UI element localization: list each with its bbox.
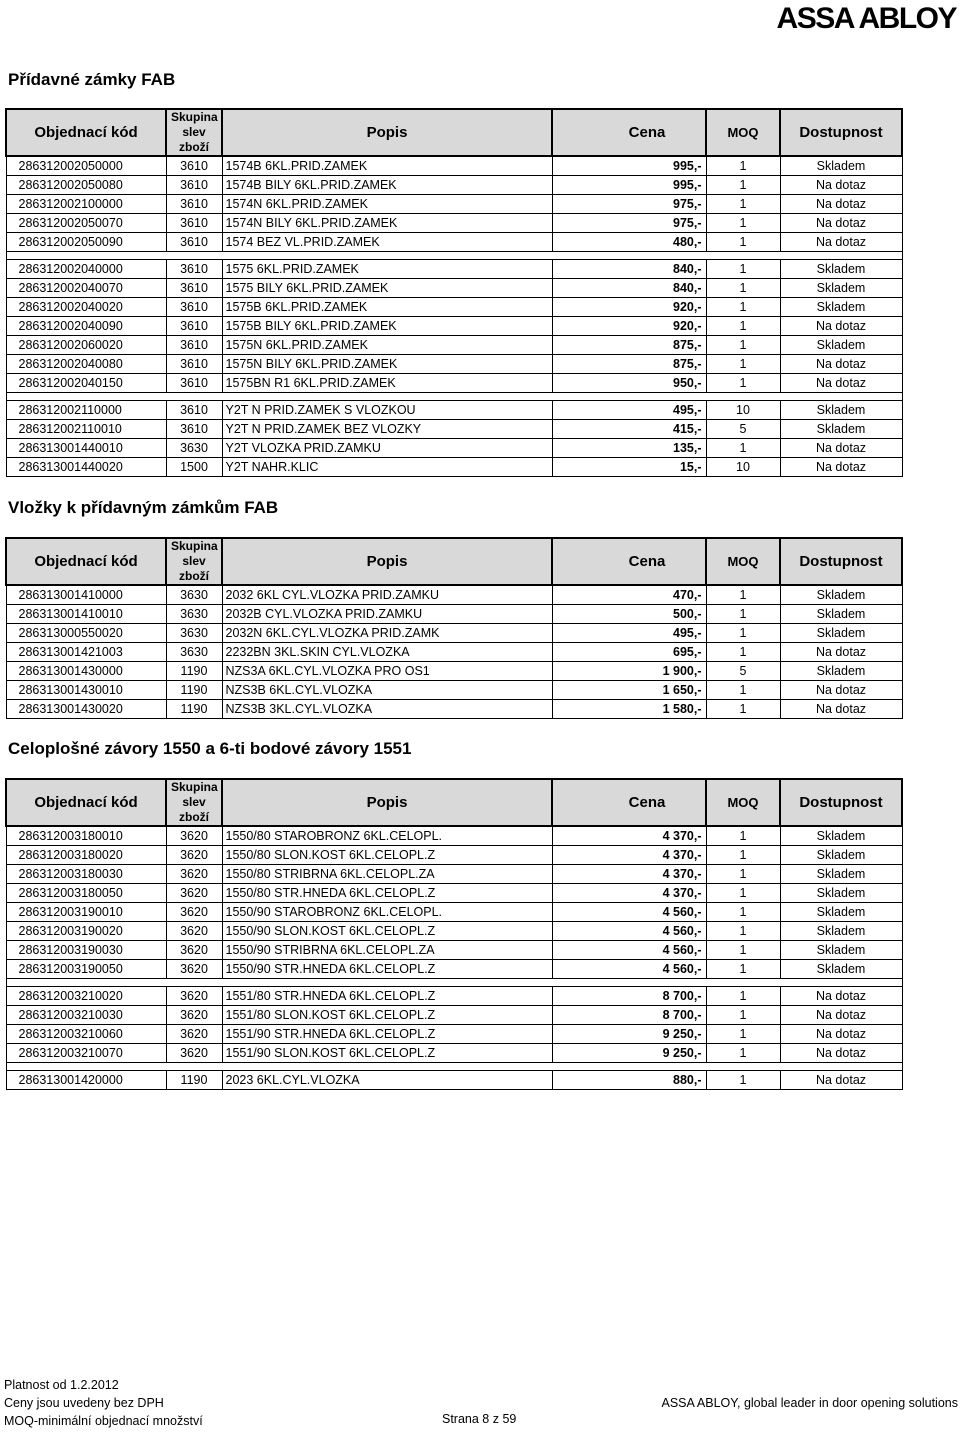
item-group: 3630 — [166, 643, 222, 662]
header-group — [166, 109, 222, 156]
item-price: 995,- — [552, 156, 706, 176]
group-separator — [6, 393, 902, 401]
item-moq: 1 — [706, 195, 780, 214]
slogan: ASSA ABLOY, global leader in door opening solutions — [661, 1396, 958, 1410]
item-availability: Na dotaz — [780, 681, 902, 700]
item-code: 286312002050080 — [6, 176, 166, 195]
item-description: NZS3A 6KL.CYL.VLOZKA PRO OS1 — [222, 662, 552, 681]
item-price: 480,- — [552, 233, 706, 252]
item-description: Y2T VLOZKA PRID.ZAMKU — [222, 439, 552, 458]
item-moq: 1 — [706, 960, 780, 979]
item-description: 1551/90 STR.HNEDA 6KL.CELOPL.Z — [222, 1025, 552, 1044]
item-description: 1574 BEZ VL.PRID.ZAMEK — [222, 233, 552, 252]
item-price: 4 370,- — [552, 865, 706, 884]
item-group: 3620 — [166, 987, 222, 1006]
item-group: 3630 — [166, 585, 222, 605]
item-group: 3610 — [166, 401, 222, 420]
item-description: 1575 6KL.PRID.ZAMEK — [222, 260, 552, 279]
item-price: 1 650,- — [552, 681, 706, 700]
item-group: 3610 — [166, 317, 222, 336]
item-code: 286312002110000 — [6, 401, 166, 420]
item-availability: Skladem — [780, 298, 902, 317]
item-price: 415,- — [552, 420, 706, 439]
item-description: 2032 6KL CYL.VLOZKA PRID.ZAMKU — [222, 585, 552, 605]
table-row — [6, 605, 902, 624]
item-description: 1575B BILY 6KL.PRID.ZAMEK — [222, 317, 552, 336]
prices-note: Ceny jsou uvedeny bez DPH — [4, 1396, 164, 1410]
table-row — [6, 260, 902, 279]
item-code: 286312003190020 — [6, 922, 166, 941]
item-availability: Na dotaz — [780, 643, 902, 662]
item-description: 1550/90 STR.HNEDA 6KL.CELOPL.Z — [222, 960, 552, 979]
header-price: Cena — [552, 779, 706, 826]
item-price: 470,- — [552, 585, 706, 605]
item-availability: Skladem — [780, 922, 902, 941]
item-code: 286313001420000 — [6, 1071, 166, 1090]
item-group: 3610 — [166, 374, 222, 393]
item-group: 3630 — [166, 624, 222, 643]
item-price: 8 700,- — [552, 987, 706, 1006]
item-price: 4 560,- — [552, 903, 706, 922]
separator-cell — [6, 1063, 902, 1071]
table-row — [6, 355, 902, 374]
item-moq: 10 — [706, 401, 780, 420]
item-group: 3620 — [166, 941, 222, 960]
item-group: 3610 — [166, 195, 222, 214]
item-description: 1574N BILY 6KL.PRID.ZAMEK — [222, 214, 552, 233]
item-moq: 1 — [706, 865, 780, 884]
item-price: 875,- — [552, 336, 706, 355]
header-avail: Dostupnost — [780, 779, 902, 826]
item-description: Y2T N PRID.ZAMEK S VLOZKOU — [222, 401, 552, 420]
table-row — [6, 922, 902, 941]
item-availability: Skladem — [780, 960, 902, 979]
item-description: 1574N 6KL.PRID.ZAMEK — [222, 195, 552, 214]
separator-cell — [6, 979, 902, 987]
item-moq: 10 — [706, 458, 780, 477]
item-availability: Na dotaz — [780, 233, 902, 252]
item-code: 286312003190030 — [6, 941, 166, 960]
item-description: 1550/90 SLON.KOST 6KL.CELOPL.Z — [222, 922, 552, 941]
item-group: 3620 — [166, 1006, 222, 1025]
item-group: 1190 — [166, 662, 222, 681]
item-description: 1550/80 SLON.KOST 6KL.CELOPL.Z — [222, 846, 552, 865]
table-row — [6, 156, 902, 176]
separator-cell — [6, 393, 902, 401]
item-group: 3610 — [166, 336, 222, 355]
item-group: 3620 — [166, 826, 222, 846]
item-code: 286313001421003 — [6, 643, 166, 662]
price-table — [5, 778, 903, 1090]
item-price: 8 700,- — [552, 1006, 706, 1025]
table-row — [6, 401, 902, 420]
header-group-line2: slev zboží — [179, 125, 209, 154]
item-moq: 1 — [706, 884, 780, 903]
table-row — [6, 420, 902, 439]
item-code: 286313001440020 — [6, 458, 166, 477]
item-description: 1550/90 STRIBRNA 6KL.CELOPL.ZA — [222, 941, 552, 960]
item-availability: Na dotaz — [780, 458, 902, 477]
table-row — [6, 846, 902, 865]
item-group: 3610 — [166, 260, 222, 279]
item-availability: Skladem — [780, 260, 902, 279]
table-row — [6, 960, 902, 979]
item-availability: Na dotaz — [780, 1071, 902, 1090]
item-price: 495,- — [552, 624, 706, 643]
item-price: 695,- — [552, 643, 706, 662]
header-group-line1: Skupina — [171, 780, 218, 794]
table-row — [6, 458, 902, 477]
item-availability: Skladem — [780, 156, 902, 176]
item-group: 3620 — [166, 1044, 222, 1063]
header-moq: MOQ — [706, 779, 780, 826]
header-avail: Dostupnost — [780, 109, 902, 156]
header-moq: MOQ — [706, 109, 780, 156]
item-moq: 1 — [706, 987, 780, 1006]
item-group: 3610 — [166, 298, 222, 317]
header-code: Objednací kód — [6, 538, 166, 585]
header-desc: Popis — [222, 109, 552, 156]
header-row — [6, 109, 902, 156]
item-code: 286312002050090 — [6, 233, 166, 252]
item-description: NZS3B 6KL.CYL.VLOZKA — [222, 681, 552, 700]
header-row — [6, 538, 902, 585]
item-moq: 1 — [706, 624, 780, 643]
price-table — [5, 537, 903, 719]
table-row — [6, 1044, 902, 1063]
item-code: 286312002100000 — [6, 195, 166, 214]
page-number: Strana 8 z 59 — [442, 1412, 517, 1426]
item-price: 4 370,- — [552, 846, 706, 865]
item-group: 3610 — [166, 233, 222, 252]
item-group: 3610 — [166, 214, 222, 233]
header-desc: Popis — [222, 538, 552, 585]
item-group: 3620 — [166, 903, 222, 922]
table-row — [6, 643, 902, 662]
item-price: 950,- — [552, 374, 706, 393]
item-code: 286312002040080 — [6, 355, 166, 374]
item-code: 286312002050000 — [6, 156, 166, 176]
item-moq: 1 — [706, 605, 780, 624]
section-title: Přídavné zámky FAB — [8, 70, 176, 89]
item-code: 286313001440010 — [6, 439, 166, 458]
table-row — [6, 987, 902, 1006]
item-group: 3620 — [166, 865, 222, 884]
item-code: 286312003210070 — [6, 1044, 166, 1063]
item-group: 3630 — [166, 439, 222, 458]
header-desc: Popis — [222, 779, 552, 826]
item-availability: Na dotaz — [780, 987, 902, 1006]
item-code: 286312002040070 — [6, 279, 166, 298]
item-price: 500,- — [552, 605, 706, 624]
table-row — [6, 279, 902, 298]
item-group: 3610 — [166, 420, 222, 439]
item-code: 286312003180050 — [6, 884, 166, 903]
table-row — [6, 214, 902, 233]
header-group-line1: Skupina — [171, 539, 218, 553]
table-row — [6, 624, 902, 643]
item-availability: Skladem — [780, 585, 902, 605]
header-code: Objednací kód — [6, 109, 166, 156]
item-code: 286313001410010 — [6, 605, 166, 624]
item-availability: Na dotaz — [780, 439, 902, 458]
item-code: 286313001430020 — [6, 700, 166, 719]
item-group: 1190 — [166, 700, 222, 719]
separator-cell — [6, 252, 902, 260]
item-price: 840,- — [552, 260, 706, 279]
header-group-line2: slev zboží — [179, 795, 209, 824]
item-moq: 1 — [706, 298, 780, 317]
item-availability: Na dotaz — [780, 195, 902, 214]
table-row — [6, 941, 902, 960]
item-description: 1575BN R1 6KL.PRID.ZAMEK — [222, 374, 552, 393]
item-group: 3620 — [166, 1025, 222, 1044]
item-availability: Skladem — [780, 941, 902, 960]
table-row — [6, 585, 902, 605]
item-group: 3630 — [166, 605, 222, 624]
header-price: Cena — [552, 538, 706, 585]
item-price: 4 560,- — [552, 941, 706, 960]
item-moq: 1 — [706, 1006, 780, 1025]
item-group: 3620 — [166, 846, 222, 865]
table-row — [6, 439, 902, 458]
item-price: 135,- — [552, 439, 706, 458]
item-availability: Na dotaz — [780, 176, 902, 195]
item-price: 920,- — [552, 317, 706, 336]
item-code: 286313001430010 — [6, 681, 166, 700]
item-availability: Na dotaz — [780, 1044, 902, 1063]
item-moq: 1 — [706, 374, 780, 393]
item-group: 3610 — [166, 176, 222, 195]
item-availability: Skladem — [780, 903, 902, 922]
item-price: 975,- — [552, 195, 706, 214]
item-moq: 1 — [706, 700, 780, 719]
item-availability: Skladem — [780, 865, 902, 884]
item-price: 995,- — [552, 176, 706, 195]
item-code: 286312002040000 — [6, 260, 166, 279]
item-group: 1190 — [166, 681, 222, 700]
header-group-line2: slev zboží — [179, 554, 209, 583]
header-row — [6, 779, 902, 826]
item-group: 1500 — [166, 458, 222, 477]
item-price: 920,- — [552, 298, 706, 317]
group-separator — [6, 1063, 902, 1071]
item-moq: 1 — [706, 903, 780, 922]
item-description: 2032N 6KL.CYL.VLOZKA PRID.ZAMK — [222, 624, 552, 643]
item-moq: 1 — [706, 156, 780, 176]
item-moq: 1 — [706, 826, 780, 846]
item-moq: 1 — [706, 1071, 780, 1090]
item-group: 3620 — [166, 884, 222, 903]
item-code: 286312003180020 — [6, 846, 166, 865]
item-price: 9 250,- — [552, 1044, 706, 1063]
table-row — [6, 317, 902, 336]
table-row — [6, 374, 902, 393]
item-description: 1575B 6KL.PRID.ZAMEK — [222, 298, 552, 317]
item-moq: 1 — [706, 355, 780, 374]
item-code: 286313001430000 — [6, 662, 166, 681]
item-price: 1 580,- — [552, 700, 706, 719]
item-code: 286312002050070 — [6, 214, 166, 233]
table-row — [6, 176, 902, 195]
item-code: 286312003180030 — [6, 865, 166, 884]
item-availability: Skladem — [780, 420, 902, 439]
item-availability: Skladem — [780, 605, 902, 624]
table-row — [6, 233, 902, 252]
moq-note: MOQ-minimální objednací množství — [4, 1414, 203, 1428]
table-row — [6, 1071, 902, 1090]
item-price: 9 250,- — [552, 1025, 706, 1044]
item-moq: 1 — [706, 233, 780, 252]
item-description: 1551/90 SLON.KOST 6KL.CELOPL.Z — [222, 1044, 552, 1063]
item-moq: 1 — [706, 439, 780, 458]
item-availability: Na dotaz — [780, 1025, 902, 1044]
item-description: 2232BN 3KL.SKIN CYL.VLOZKA — [222, 643, 552, 662]
table-row — [6, 298, 902, 317]
item-moq: 5 — [706, 420, 780, 439]
item-availability: Na dotaz — [780, 374, 902, 393]
section-title: Vložky k přídavným zámkům FAB — [8, 498, 279, 517]
item-moq: 1 — [706, 214, 780, 233]
item-description: 1551/80 STR.HNEDA 6KL.CELOPL.Z — [222, 987, 552, 1006]
item-group: 3620 — [166, 922, 222, 941]
item-description: Y2T NAHR.KLIC — [222, 458, 552, 477]
item-moq: 1 — [706, 279, 780, 298]
group-separator — [6, 979, 902, 987]
item-moq: 1 — [706, 317, 780, 336]
item-availability: Skladem — [780, 401, 902, 420]
item-price: 15,- — [552, 458, 706, 477]
item-price: 840,- — [552, 279, 706, 298]
header-price: Cena — [552, 109, 706, 156]
item-price: 975,- — [552, 214, 706, 233]
table-row — [6, 1025, 902, 1044]
table-row — [6, 336, 902, 355]
item-price: 1 900,- — [552, 662, 706, 681]
item-moq: 1 — [706, 643, 780, 662]
item-code: 286312002040020 — [6, 298, 166, 317]
header-moq: MOQ — [706, 538, 780, 585]
item-group: 1190 — [166, 1071, 222, 1090]
item-price: 4 370,- — [552, 884, 706, 903]
table-row — [6, 826, 902, 846]
item-code: 286312003180010 — [6, 826, 166, 846]
item-code: 286313001410000 — [6, 585, 166, 605]
item-group: 3610 — [166, 279, 222, 298]
header-code: Objednací kód — [6, 779, 166, 826]
item-moq: 1 — [706, 176, 780, 195]
group-separator — [6, 252, 902, 260]
item-code: 286312002040150 — [6, 374, 166, 393]
item-moq: 1 — [706, 922, 780, 941]
item-description: Y2T N PRID.ZAMEK BEZ VLOZKY — [222, 420, 552, 439]
item-price: 4 560,- — [552, 922, 706, 941]
header-avail: Dostupnost — [780, 538, 902, 585]
validity-note: Platnost od 1.2.2012 — [4, 1378, 119, 1392]
table-row — [6, 681, 902, 700]
item-group: 3610 — [166, 156, 222, 176]
item-availability: Skladem — [780, 846, 902, 865]
table-row — [6, 1006, 902, 1025]
item-description: 1574B 6KL.PRID.ZAMEK — [222, 156, 552, 176]
item-moq: 1 — [706, 260, 780, 279]
item-moq: 1 — [706, 941, 780, 960]
item-price: 880,- — [552, 1071, 706, 1090]
item-availability: Skladem — [780, 624, 902, 643]
header-group-line1: Skupina — [171, 110, 218, 124]
item-code: 286312003190010 — [6, 903, 166, 922]
item-price: 4 370,- — [552, 826, 706, 846]
item-moq: 1 — [706, 1044, 780, 1063]
item-code: 286312003210030 — [6, 1006, 166, 1025]
item-price: 875,- — [552, 355, 706, 374]
item-moq: 1 — [706, 1025, 780, 1044]
item-availability: Na dotaz — [780, 700, 902, 719]
item-group: 3620 — [166, 960, 222, 979]
price-table — [5, 108, 903, 477]
item-code: 286312002110010 — [6, 420, 166, 439]
item-description: 1550/90 STAROBRONZ 6KL.CELOPL. — [222, 903, 552, 922]
header-group — [166, 779, 222, 826]
item-moq: 1 — [706, 846, 780, 865]
item-description: 2032B CYL.VLOZKA PRID.ZAMKU — [222, 605, 552, 624]
item-description: 1550/80 STR.HNEDA 6KL.CELOPL.Z — [222, 884, 552, 903]
item-description: 1575N BILY 6KL.PRID.ZAMEK — [222, 355, 552, 374]
item-description: NZS3B 3KL.CYL.VLOZKA — [222, 700, 552, 719]
table-row — [6, 903, 902, 922]
item-code: 286312003210020 — [6, 987, 166, 1006]
item-group: 3610 — [166, 355, 222, 374]
item-moq: 5 — [706, 662, 780, 681]
table-row — [6, 195, 902, 214]
table-row — [6, 884, 902, 903]
item-code: 286312003210060 — [6, 1025, 166, 1044]
item-description: 1551/80 SLON.KOST 6KL.CELOPL.Z — [222, 1006, 552, 1025]
item-moq: 1 — [706, 336, 780, 355]
header-group — [166, 538, 222, 585]
item-code: 286312002060020 — [6, 336, 166, 355]
table-row — [6, 662, 902, 681]
item-availability: Skladem — [780, 336, 902, 355]
item-availability: Skladem — [780, 826, 902, 846]
item-availability: Na dotaz — [780, 355, 902, 374]
item-moq: 1 — [706, 681, 780, 700]
table-row — [6, 865, 902, 884]
item-code: 286313000550020 — [6, 624, 166, 643]
item-description: 1574B BILY 6KL.PRID.ZAMEK — [222, 176, 552, 195]
item-price: 495,- — [552, 401, 706, 420]
item-description: 1550/80 STAROBRONZ 6KL.CELOPL. — [222, 826, 552, 846]
item-availability: Na dotaz — [780, 317, 902, 336]
item-description: 1550/80 STRIBRNA 6KL.CELOPL.ZA — [222, 865, 552, 884]
item-moq: 1 — [706, 585, 780, 605]
item-code: 286312002040090 — [6, 317, 166, 336]
item-availability: Skladem — [780, 279, 902, 298]
item-code: 286312003190050 — [6, 960, 166, 979]
item-availability: Na dotaz — [780, 1006, 902, 1025]
item-availability: Na dotaz — [780, 214, 902, 233]
table-row — [6, 700, 902, 719]
item-description: 1575N 6KL.PRID.ZAMEK — [222, 336, 552, 355]
item-availability: Skladem — [780, 884, 902, 903]
item-price: 4 560,- — [552, 960, 706, 979]
item-availability: Skladem — [780, 662, 902, 681]
section-title: Celoplošné závory 1550 a 6-ti bodové závory 1551 — [8, 739, 412, 758]
brand-logo: ASSA ABLOY — [776, 2, 956, 35]
item-description: 1575 BILY 6KL.PRID.ZAMEK — [222, 279, 552, 298]
item-description: 2023 6KL.CYL.VLOZKA — [222, 1071, 552, 1090]
